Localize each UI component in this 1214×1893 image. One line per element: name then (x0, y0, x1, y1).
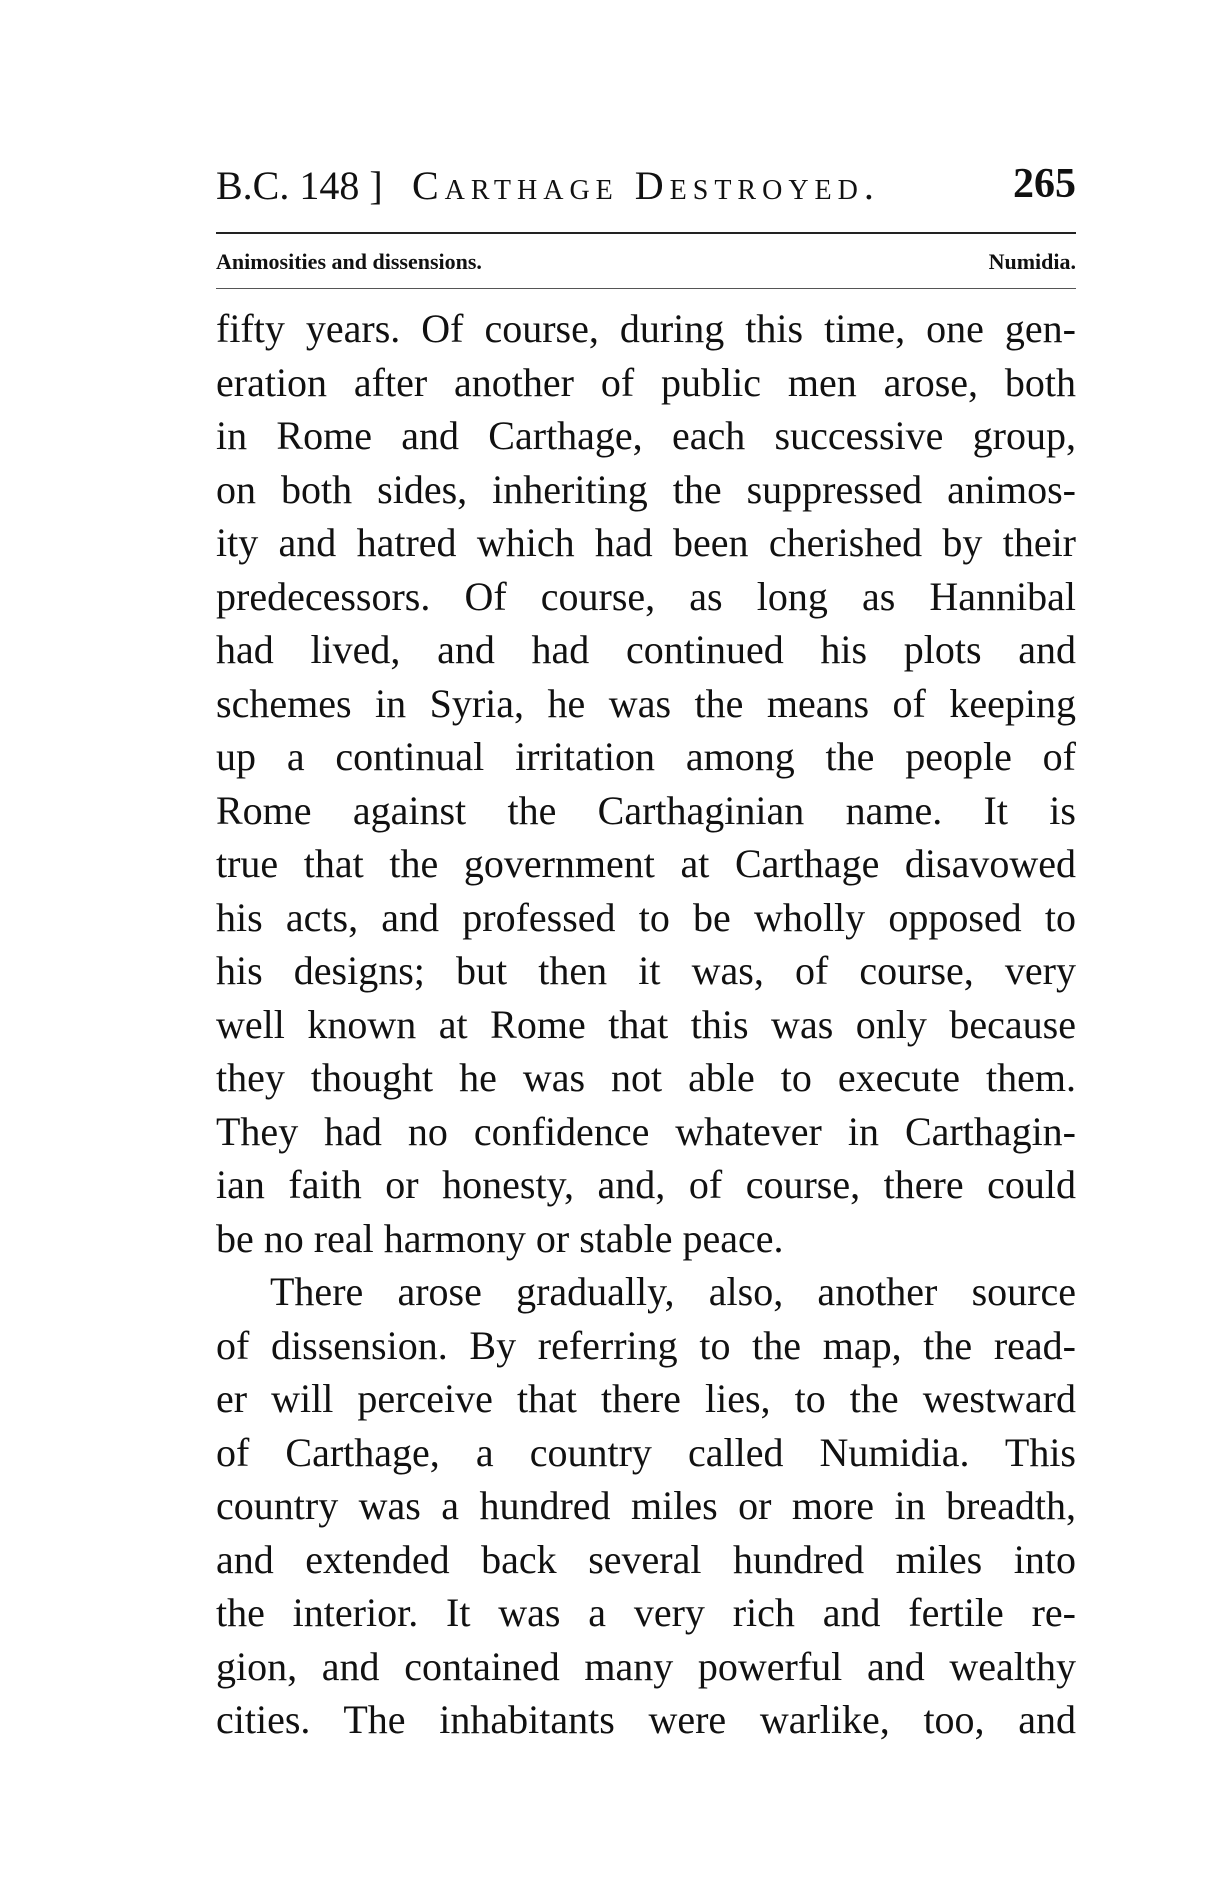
text-line: had lived, and had continued his plots and (216, 627, 1076, 672)
text-line: true that the government at Carthage disavowed (216, 841, 1076, 886)
text-line: of Carthage, a country called Numidia. This (216, 1429, 1076, 1475)
text-line: country was a hundred miles or more in breadth, (216, 1483, 1076, 1528)
text-line: gion, and contained many powerful and wealthy (216, 1643, 1076, 1689)
paragraph-2 (216, 1265, 1076, 1747)
paragraph-1 (216, 302, 1076, 1265)
text-line: cities. The inhabitants were warlike, too, and (216, 1697, 1076, 1742)
text-line: up a continual irritation among the people of (216, 734, 1076, 779)
sidehead-rule (216, 288, 1076, 289)
text-line: There arose gradually, also, another source (270, 1269, 1076, 1314)
text-line: ity and hatred which had been cherished by their (216, 520, 1076, 565)
text-line: the interior. It was a very rich and fertile re- (216, 1590, 1076, 1635)
text-line: on both sides, inheriting the suppressed animos- (216, 466, 1076, 512)
side-heading-left: Animosities and dissensions. (216, 249, 482, 274)
text-line: his acts, and professed to be wholly opposed to (216, 894, 1076, 940)
text-line: they thought he was not able to execute them. (216, 1055, 1076, 1100)
text-line: fifty years. Of course, during this time, one gen- (216, 306, 1076, 351)
text-line: Rome against the Carthaginian name. It is (216, 787, 1076, 833)
text-line: schemes in Syria, he was the means of keeping (216, 680, 1076, 726)
text-line: in Rome and Carthage, each successive group, (216, 413, 1076, 458)
text-line: er will perceive that there lies, to the westward (216, 1376, 1076, 1421)
text-line: They had no confidence whatever in Carthagin- (216, 1108, 1076, 1154)
text-line: his designs; but then it was, of course, very (216, 948, 1076, 993)
text-line: predecessors. Of course, as long as Hannibal (216, 573, 1076, 619)
side-headings (216, 246, 1076, 282)
body-text (216, 302, 1076, 1747)
text-line: eration after another of public men arose, both (216, 359, 1076, 405)
header-date: B.C. 148 ] (216, 163, 383, 208)
text-line: ian faith or honesty, and, of course, there could (216, 1162, 1076, 1207)
text-line: and extended back several hundred miles into (216, 1536, 1076, 1582)
text-line: be no real harmony or stable peace. (216, 1215, 784, 1261)
header-title: Carthage Destroyed. (412, 163, 880, 208)
side-heading-right: Numidia. (988, 249, 1076, 274)
text-line: of dissension. By referring to the map, the read- (216, 1322, 1076, 1368)
text-line: well known at Rome that this was only because (216, 1001, 1076, 1047)
page-number: 265 (1013, 161, 1076, 207)
running-header (216, 158, 1076, 218)
header-rule (216, 232, 1076, 234)
